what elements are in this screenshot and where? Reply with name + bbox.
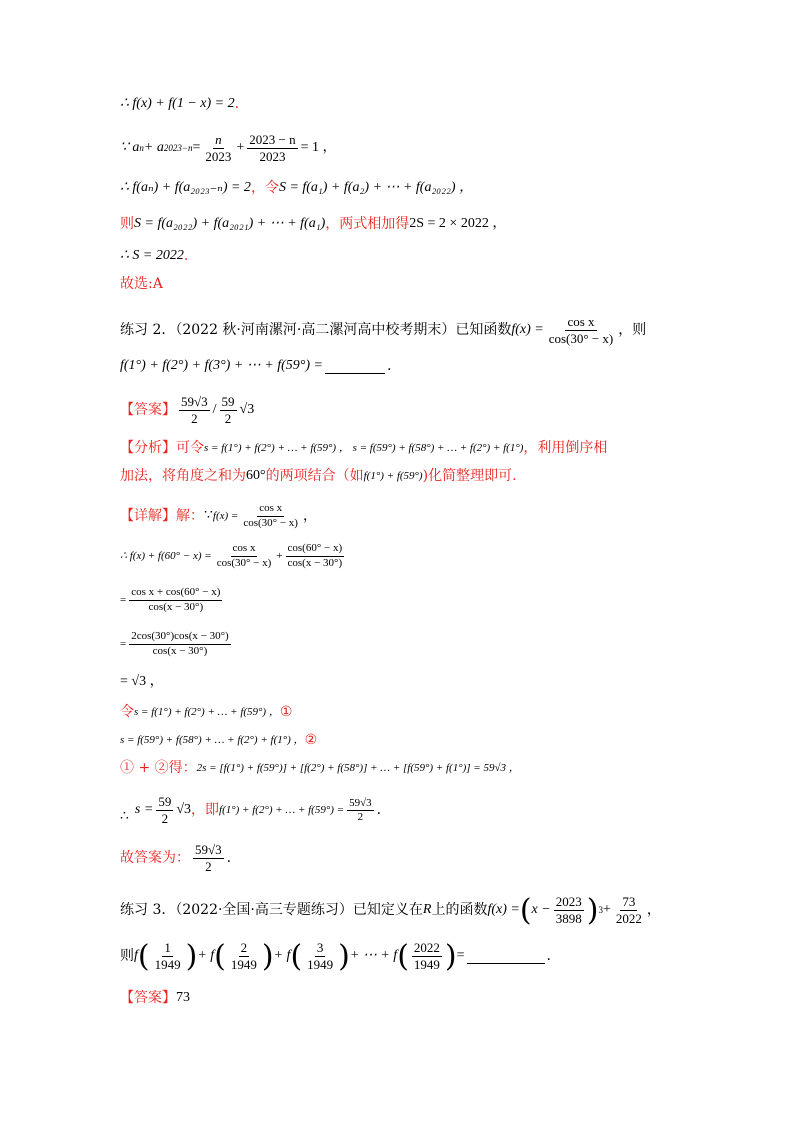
- fraction: [614, 894, 644, 928]
- denominator: 2023: [205, 149, 232, 165]
- math-expression: f(1°) + f(59°): [363, 469, 423, 482]
- red-text: 则: [120, 216, 134, 232]
- denominator: cos(x − 30°): [148, 600, 204, 613]
- fraction: [305, 940, 335, 974]
- subscript: 2023−n: [163, 143, 193, 154]
- denominator: cos(x − 30°): [287, 556, 343, 569]
- answer-label: 【答案】: [120, 402, 176, 419]
- punctuation: .: [226, 850, 232, 867]
- numerator: cos(60° − x): [286, 542, 345, 557]
- function-f: f: [134, 948, 138, 964]
- fraction: [153, 940, 183, 974]
- math-symbol: R: [422, 902, 432, 918]
- red-text: ，两式相加得: [325, 216, 410, 232]
- detail-line-4: [120, 630, 234, 659]
- detail-label: 【详解】: [120, 507, 176, 524]
- plus-sign: +: [236, 140, 245, 156]
- paren-close: ): [444, 938, 457, 974]
- math-expression: f(x) =: [487, 902, 520, 918]
- detail-line-2: [120, 542, 347, 571]
- fraction: [203, 132, 233, 166]
- numerator: 3: [315, 940, 326, 957]
- analysis-line-2: [120, 468, 517, 485]
- numerator: 2: [239, 940, 250, 957]
- answer-2: [120, 394, 254, 428]
- derivation-line-1: [120, 96, 239, 113]
- red-text: ，利用倒序相: [523, 440, 608, 456]
- red-text: 解：: [176, 507, 204, 524]
- denominator: 2: [205, 859, 212, 875]
- fraction: [220, 394, 237, 428]
- numerator: n: [213, 132, 224, 149]
- exercise-3-question-line-2: [120, 940, 551, 974]
- paren-close: ): [338, 938, 350, 974]
- answer-label: 【答案】: [120, 990, 176, 1006]
- paren-close: ): [185, 938, 198, 974]
- math-expression: f(1°) + f(2°) + … + f(59°) =: [219, 804, 345, 817]
- numerator: 2cos(30°)cos(x − 30°): [129, 630, 230, 645]
- math-expression: ∴ S = 2022: [120, 248, 184, 263]
- equation-tag-2: ②: [304, 732, 318, 748]
- fraction: [547, 314, 616, 348]
- numerator: 2023: [554, 894, 584, 911]
- denominator: 2: [357, 811, 364, 824]
- math-expression: S = f(a₂₀₂₂) + f(a₂₀₂₁) + ⋯ + f(a₁): [134, 216, 326, 231]
- numerator: 59√3: [193, 842, 224, 859]
- fraction: [129, 630, 230, 659]
- numerator: 59: [156, 794, 173, 811]
- answer-value: 73: [176, 990, 190, 1005]
- paren-open: (: [290, 938, 303, 974]
- paren-open: (: [137, 938, 150, 974]
- punctuation: ，: [646, 902, 661, 919]
- punctuation: .: [546, 948, 551, 965]
- math-expression: f(x) =: [212, 509, 239, 522]
- math-expression: ∴ f(aₙ) + f(a₂₀₂₃₋ₙ) = 2: [120, 180, 251, 195]
- sqrt-expression: √3: [176, 802, 192, 818]
- answer-3: [120, 990, 190, 1007]
- equals-sign: =: [120, 637, 127, 650]
- numerator: cos x: [231, 542, 258, 557]
- choice-answer: [120, 276, 163, 293]
- answer-blank: [467, 949, 545, 964]
- red-text: ，令: [250, 180, 279, 196]
- red-text: 的两项结合（如: [265, 468, 364, 484]
- sqrt-expression: √3: [239, 402, 255, 418]
- red-text: ① + ②得：: [120, 760, 197, 776]
- denominator: cos(30° − x): [548, 331, 614, 347]
- fraction: [412, 940, 442, 974]
- paren-open: (: [397, 938, 409, 974]
- denominator: cos(x − 30°): [152, 644, 208, 657]
- equation-tag-1: ①: [279, 704, 293, 720]
- math-expression: s = f(1°) + f(2°) + … + f(59°) ，: [134, 705, 280, 718]
- math-expression: s = f(1°) + f(2°) + … + f(59°) ， s = f(59°) + f(58°) + … + f(2°) + f(1°): [204, 441, 524, 454]
- exercise-2-prefix: 练习 2．（2022 秋·河南漯河·高二漯河高中校考期末）已知函数: [120, 322, 512, 339]
- equals-sign: =: [120, 593, 127, 606]
- numerator: cos x: [565, 314, 596, 331]
- fraction: [247, 132, 297, 166]
- denominator: 1949: [307, 957, 334, 973]
- math-expression: 2s = [f(1°) + f(59°)] + [f(2°) + f(58°)] + … + [f(59°) + f(1°)] = 59√3 ，: [196, 761, 520, 774]
- math-expression: s =: [134, 802, 154, 818]
- exercise-3-mid: 上的函数: [431, 902, 488, 919]
- fraction: [215, 542, 274, 571]
- math-expression: x −: [531, 902, 551, 918]
- paren-open: (: [519, 892, 532, 928]
- math-expression: + ⋯ + f: [349, 948, 398, 964]
- equals-sign: =: [456, 948, 465, 964]
- denominator: 2022: [615, 911, 642, 927]
- math-expression: = 1 ，: [300, 140, 337, 156]
- red-text: ，即: [191, 802, 220, 819]
- numerator: cos x: [257, 502, 284, 517]
- numerator: 2023 − n: [247, 132, 297, 149]
- exercise-2-suffix: ，则: [618, 322, 647, 339]
- numerator: 59√3: [347, 797, 374, 812]
- math-expression: + f: [273, 948, 291, 964]
- exercise-3-question: [120, 894, 661, 928]
- math-expression: = √3 ，: [120, 674, 164, 689]
- denominator: 1949: [154, 957, 181, 973]
- red-text: 加法，将角度之和为: [120, 468, 246, 484]
- denominator: 1949: [413, 957, 440, 973]
- detail-line-7: [120, 732, 317, 749]
- red-text: 令: [120, 704, 134, 720]
- numerator: 59√3: [179, 394, 210, 411]
- fraction: [156, 794, 173, 828]
- detail-line-8: [120, 760, 520, 777]
- numerator: cos x + cos(60° − x): [129, 586, 222, 601]
- equals-sign: =: [192, 140, 201, 156]
- detail-line-3: [120, 586, 225, 615]
- derivation-line-4: [120, 216, 506, 233]
- paren-close: ): [261, 938, 274, 974]
- math-expression: ∵ a: [120, 140, 140, 156]
- punctuation: ，: [302, 507, 317, 524]
- choice-answer-text: 故选:A: [120, 276, 163, 292]
- punctuation: .: [234, 96, 240, 112]
- math-expression: f(1°) + f(2°) + f(3°) + ⋯ + f(59°) =: [120, 358, 323, 373]
- derivation-line-5: [120, 248, 188, 265]
- math-expression: + f: [197, 948, 215, 964]
- exponent: 3: [598, 905, 603, 916]
- detail-line-10: [120, 842, 231, 876]
- math-expression: f(x) =: [511, 322, 544, 338]
- exercise-3-prefix: 练习 3．（2022·全国·高三专题练习）已知定义在: [120, 902, 423, 919]
- exercise-2-question-line-2: [120, 358, 391, 375]
- then-text: 则: [120, 948, 134, 965]
- derivation-line-2: [120, 132, 337, 166]
- detail-line-1: [120, 502, 317, 531]
- denominator: 2023: [259, 149, 286, 165]
- detail-line-5: [120, 674, 164, 691]
- derivation-line-3: [120, 180, 473, 197]
- analysis-line-1: [120, 440, 607, 457]
- fraction: [347, 797, 374, 826]
- numerator: 1: [162, 940, 173, 957]
- red-text: )化简整理即可.: [422, 468, 517, 484]
- fraction: [129, 586, 222, 615]
- denominator: 1949: [230, 957, 257, 973]
- exercise-2-question: [120, 314, 646, 348]
- denominator: cos(30° − x): [243, 516, 298, 529]
- detail-line-6: [120, 704, 292, 721]
- fraction: [179, 394, 210, 428]
- red-text: 故答案为：: [120, 850, 190, 867]
- denominator: 2: [191, 411, 198, 427]
- math-expression: S = f(a₁) + f(a₂) + ⋯ + f(a₂₀₂₂) ，: [278, 180, 474, 195]
- paren-close: ): [586, 892, 599, 928]
- math-expression: + a: [143, 140, 164, 156]
- fraction: [193, 842, 224, 876]
- denominator: 2: [161, 811, 169, 827]
- fraction: [229, 940, 259, 974]
- subscript: n: [139, 143, 144, 154]
- punctuation: .: [387, 358, 392, 374]
- because-symbol: ∵: [204, 507, 213, 523]
- answer-blank: [325, 359, 385, 374]
- math-expression: 2S = 2 × 2022 ，: [409, 216, 507, 231]
- analysis-label: 【分析】: [120, 440, 176, 456]
- math-expression: ∴ f(x) + f(60° − x) =: [120, 549, 212, 562]
- numerator: 73: [620, 894, 637, 911]
- punctuation: .: [376, 802, 382, 819]
- detail-line-9: [120, 794, 381, 828]
- paren-open: (: [214, 938, 226, 974]
- numerator: 59: [220, 394, 237, 411]
- therefore-symbol: ∴: [120, 809, 129, 825]
- plus-sign: +: [276, 549, 283, 562]
- math-expression: 60°: [246, 468, 266, 483]
- math-expression: s = f(59°) + f(58°) + … + f(2°) + f(1°) ，: [120, 733, 305, 746]
- math-expression: ∴ f(x) + f(1 − x) = 2: [120, 96, 235, 111]
- punctuation: .: [183, 248, 189, 264]
- denominator: 3898: [555, 911, 582, 927]
- fraction: [241, 502, 300, 531]
- fraction: [286, 542, 345, 571]
- numerator: 2022: [412, 940, 442, 957]
- plus-sign: +: [602, 902, 611, 918]
- separator: /: [212, 402, 217, 418]
- denominator: 2: [224, 411, 232, 427]
- fraction: [554, 894, 584, 928]
- red-text: 可令: [176, 440, 204, 456]
- denominator: cos(30° − x): [216, 556, 272, 569]
